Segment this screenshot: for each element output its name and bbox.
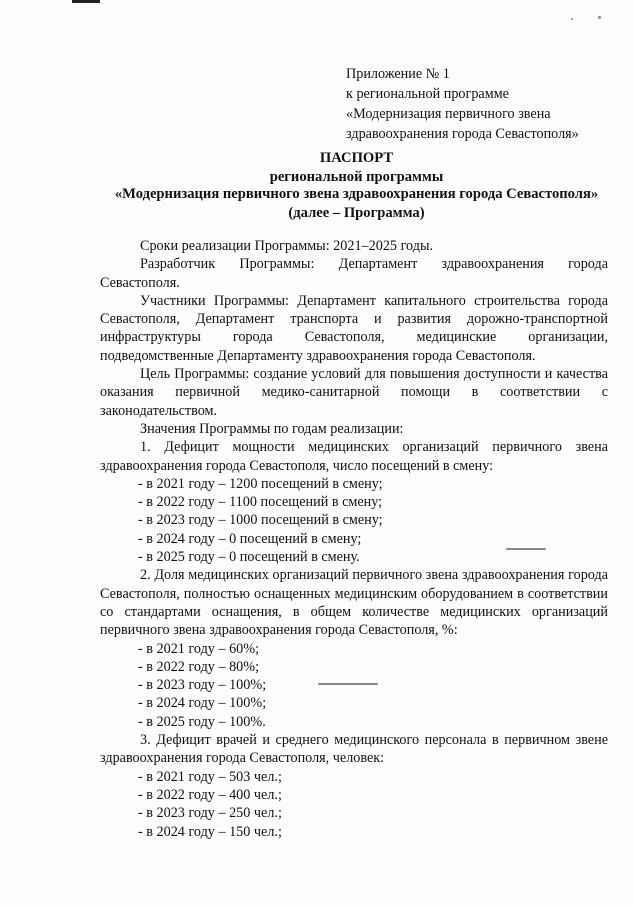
developer-paragraph: Разработчик Программы: Департамент здравоохранения города Севастополя. [100,256,608,291]
document-body [100,237,608,841]
list-item: - в 2025 году – 100%. [138,713,266,730]
appendix-line: Приложение № 1 [346,66,450,82]
appendix-line: к региональной программе [346,86,509,102]
document-subtitle: региональной программы [269,169,444,185]
list-item: - в 2022 году – 400 чел.; [138,786,282,803]
document-title: ПАСПОРТ [319,150,394,166]
indicator-1-title: 1. Дефицит мощности медицинских организаций первичного звена здравоохранения города Севастополя, число посещений в смену: [100,439,608,474]
scan-speck [598,16,601,19]
list-item: - в 2024 году – 100%; [138,695,267,712]
program-short-name: (далее – Программа) [288,205,425,221]
appendix-header [346,64,579,144]
list-item: - в 2021 году – 60%; [138,640,260,657]
scan-mark [72,0,100,3]
appendix-line: здравоохранения города Севастополя» [346,126,579,142]
list-item: - в 2022 году – 80%; [138,658,260,675]
list-item: - в 2025 году – 0 посещений в смену. [138,549,360,566]
goal-paragraph: Цель Программы: создание условий для повышения доступности и качества оказания первичной медико-санитарной помощи в соответствии с законодательством. [100,366,608,419]
list-item: - в 2023 году – 100%; [138,677,267,694]
list-item: - в 2022 году – 1100 посещений в смену; [138,494,383,511]
values-intro: Значения Программы по годам реализации: [140,420,404,437]
indicator-3-title: 3. Дефицит врачей и среднего медицинского персонала в первичном звене здравоохранения города Севастополя, человек: [100,732,608,767]
list-item: - в 2024 году – 0 посещений в смену; [138,530,362,547]
terms-paragraph: Сроки реализации Программы: 2021–2025 годы. [140,238,434,254]
scan-speck [571,18,573,20]
indicator-2-title: 2. Доля медицинских организаций первичного звена здравоохранения города Севастополя, полностью оснащенных медицинским оборудованием в соответствии со стандартами оснащения, в общем количестве медицинских организаций первичного звена здравоохранения города Севастополя, %: [100,567,608,639]
list-item: - в 2021 году – 1200 посещений в смену; [138,475,383,492]
list-item: - в 2023 году – 250 чел.; [138,805,282,822]
participants-paragraph: Участники Программы: Департамент капитального строительства города Севастополя, Департамент транспорта и развития дорожно-транспортной инфраструктуры города Севастополя, медицинские организации, подведомственные Департаменту здравоохранения города Севастополя. [100,292,608,364]
list-item: - в 2024 году – 150 чел.; [138,823,282,840]
program-name: «Модернизация первичного звена здравоохранения города Севастополя» [114,186,599,202]
list-item: - в 2021 году – 503 чел.; [138,768,282,785]
appendix-line: «Модернизация первичного звена [346,106,551,122]
list-item: - в 2023 году – 1000 посещений в смену; [138,512,383,529]
